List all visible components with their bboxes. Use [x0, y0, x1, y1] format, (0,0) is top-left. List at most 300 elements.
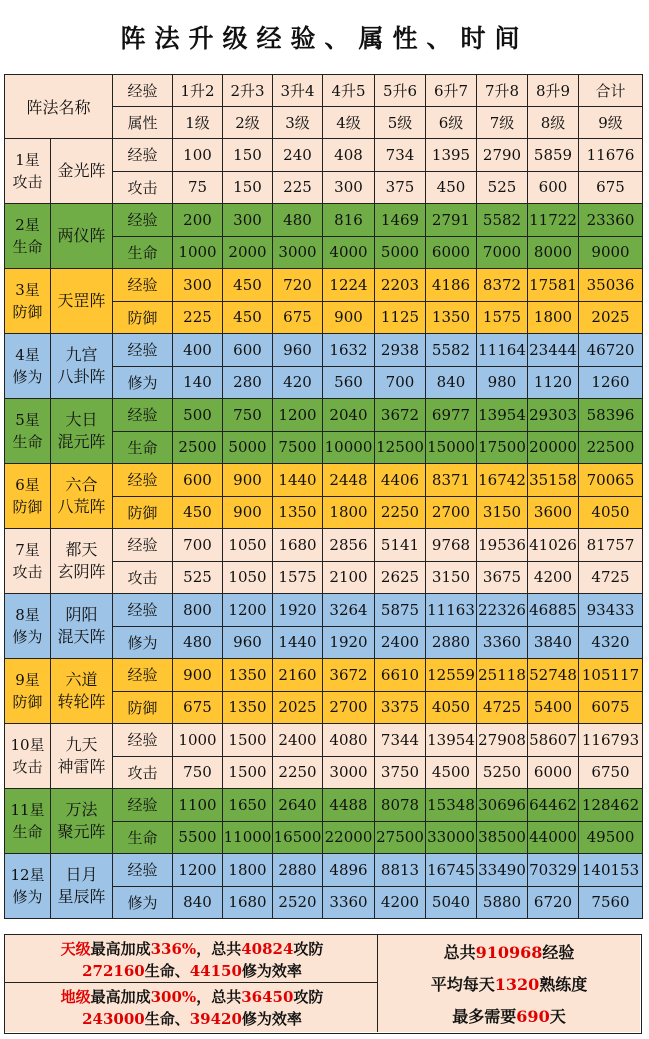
attr-cell: 675: [273, 301, 323, 334]
attr-cell: 1575: [273, 561, 323, 594]
cult-value: 39420: [189, 1010, 242, 1028]
atk-value: 40824: [241, 940, 294, 958]
formation-name-line: 六道: [65, 670, 98, 689]
exp-cell: 1395: [426, 139, 477, 172]
row-label-exp: 经验: [113, 594, 173, 627]
attr-cell: 700: [375, 366, 426, 399]
formation-name: [51, 204, 112, 268]
star-level: 11星: [10, 801, 45, 819]
formation-name: [51, 724, 112, 788]
formation-name-line: 神雷阵: [57, 757, 106, 776]
exp-cell: 7344: [375, 724, 426, 757]
header-attr-col: 6级: [426, 107, 477, 139]
attr-cell: 2500: [173, 431, 223, 464]
row-label-attr: 生命: [113, 821, 173, 854]
star-type: [5, 659, 51, 723]
attr-cell: 300: [323, 171, 375, 204]
formation-row-exp: [5, 334, 643, 367]
exp-cell: 16745: [426, 854, 477, 887]
exp-cell: 720: [273, 269, 323, 302]
exp-cell: 5582: [477, 204, 528, 237]
bonus-value: 300%: [150, 988, 197, 1006]
exp-total-cell: 35036: [579, 269, 643, 302]
attr-cell: 840: [173, 886, 223, 919]
exp-cell: 4896: [323, 854, 375, 887]
formation-row-exp: [5, 269, 643, 302]
header-attr-col: 3级: [273, 107, 323, 139]
star-type: [5, 789, 51, 853]
total-exp-line: [378, 937, 640, 969]
formation-type: 防御: [12, 693, 43, 711]
text: 总共: [443, 943, 476, 962]
exp-total-cell: 81757: [579, 529, 643, 562]
attr-cell: 3150: [426, 561, 477, 594]
row-label-exp: 经验: [113, 529, 173, 562]
row-label-attr: 攻击: [113, 561, 173, 594]
attr-cell: 6000: [528, 756, 579, 789]
row-label-attr: 修为: [113, 366, 173, 399]
attr-cell: 840: [426, 366, 477, 399]
formation-name-cell: [5, 854, 113, 919]
formation-name-cell: [5, 334, 113, 399]
exp-cell: 1800: [223, 854, 273, 887]
exp-total-cell: 128462: [579, 789, 643, 822]
atk-value: 36450: [241, 988, 294, 1006]
attr-cell: 8000: [528, 236, 579, 269]
formation-name: [51, 139, 112, 203]
text: 生命、: [144, 962, 190, 980]
attr-cell: 1440: [273, 626, 323, 659]
exp-cell: 2400: [273, 724, 323, 757]
header-exp-col: 合计: [579, 75, 643, 107]
exp-cell: 600: [223, 334, 273, 367]
exp-cell: 1680: [273, 529, 323, 562]
attr-cell: 5400: [528, 691, 579, 724]
attr-cell: 4725: [579, 561, 643, 594]
attr-cell: 5000: [375, 236, 426, 269]
attr-cell: 900: [223, 496, 273, 529]
attr-cell: 450: [223, 301, 273, 334]
total-summary-panel: [378, 935, 640, 1032]
exp-cell: 13954: [426, 724, 477, 757]
exp-cell: 70329: [528, 854, 579, 887]
star-level: 5星: [15, 411, 40, 429]
exp-cell: 500: [173, 399, 223, 432]
attr-cell: 22500: [579, 431, 643, 464]
exp-cell: 1000: [173, 724, 223, 757]
header-attr-col: 1级: [173, 107, 223, 139]
formation-row-exp: [5, 464, 643, 497]
exp-cell: 2880: [273, 854, 323, 887]
formation-name: [51, 529, 112, 593]
header-exp-label: 经验: [113, 75, 173, 107]
days-line: [378, 1001, 640, 1033]
formation-name-line: 阴阳: [65, 605, 98, 624]
exp-cell: 240: [273, 139, 323, 172]
exp-cell: 5859: [528, 139, 579, 172]
formation-row-exp: [5, 789, 643, 822]
exp-cell: 23444: [528, 334, 579, 367]
exp-cell: 2791: [426, 204, 477, 237]
exp-cell: 11722: [528, 204, 579, 237]
exp-cell: 450: [223, 269, 273, 302]
exp-cell: 816: [323, 204, 375, 237]
attr-cell: 5500: [173, 821, 223, 854]
hp-value: 243000: [82, 1010, 145, 1028]
exp-cell: 8371: [426, 464, 477, 497]
exp-cell: 600: [173, 464, 223, 497]
formation-name: [51, 594, 112, 658]
exp-total-cell: 58396: [579, 399, 643, 432]
attr-cell: 4000: [323, 236, 375, 269]
formation-table: [4, 74, 643, 919]
exp-cell: 13954: [477, 399, 528, 432]
row-label-exp: 经验: [113, 789, 173, 822]
row-label-attr: 防御: [113, 301, 173, 334]
row-label-attr: 攻击: [113, 171, 173, 204]
attr-cell: 2400: [375, 626, 426, 659]
exp-cell: 5141: [375, 529, 426, 562]
text: 天: [549, 1007, 566, 1026]
attr-cell: 1125: [375, 301, 426, 334]
attr-cell: 27500: [375, 821, 426, 854]
formation-row-exp: [5, 529, 643, 562]
star-type: [5, 269, 51, 333]
formation-name: [51, 659, 112, 723]
row-label-attr: 攻击: [113, 756, 173, 789]
di-grade-block: [5, 983, 377, 1031]
attr-cell: 4050: [426, 691, 477, 724]
formation-row-exp: [5, 139, 643, 172]
star-level: 10星: [10, 736, 45, 754]
exp-cell: 15348: [426, 789, 477, 822]
formation-type: 生命: [12, 238, 43, 256]
row-label-attr: 修为: [113, 886, 173, 919]
exp-cell: 960: [273, 334, 323, 367]
attr-cell: 9000: [579, 236, 643, 269]
attr-cell: 560: [323, 366, 375, 399]
star-level: 3星: [15, 281, 40, 299]
exp-cell: 58607: [528, 724, 579, 757]
exp-total-cell: 93433: [579, 594, 643, 627]
formation-type: 防御: [12, 498, 43, 516]
row-label-exp: 经验: [113, 139, 173, 172]
attr-cell: 450: [173, 496, 223, 529]
exp-cell: 300: [173, 269, 223, 302]
header-attr-col: 9级: [579, 107, 643, 139]
row-label-attr: 防御: [113, 691, 173, 724]
attr-cell: 44000: [528, 821, 579, 854]
exp-cell: 19536: [477, 529, 528, 562]
exp-cell: 4186: [426, 269, 477, 302]
attr-cell: 1350: [273, 496, 323, 529]
attr-cell: 1800: [323, 496, 375, 529]
star-level: 12星: [10, 866, 45, 884]
exp-total-cell: 116793: [579, 724, 643, 757]
attr-cell: 1920: [323, 626, 375, 659]
exp-total-cell: 11676: [579, 139, 643, 172]
attr-cell: 525: [477, 171, 528, 204]
star-type: [5, 204, 51, 268]
text: 攻防: [293, 940, 324, 958]
exp-cell: 1632: [323, 334, 375, 367]
header-attr-col: 2级: [223, 107, 273, 139]
attr-cell: 1050: [223, 561, 273, 594]
formation-name: [51, 269, 112, 333]
attr-cell: 3000: [323, 756, 375, 789]
formation-name-line: 混天阵: [57, 627, 106, 646]
formation-type: 修为: [12, 888, 43, 906]
formation-name-line: 两仪阵: [57, 226, 106, 245]
formation-name-cell: [5, 659, 113, 724]
star-level: 9星: [15, 671, 40, 689]
formation-name-line: 聚元阵: [57, 822, 106, 841]
text: 最多需要: [452, 1007, 517, 1026]
exp-cell: 300: [223, 204, 273, 237]
attr-cell: 420: [273, 366, 323, 399]
star-level: 4星: [15, 346, 40, 364]
attr-cell: 4725: [477, 691, 528, 724]
exp-cell: 3672: [323, 659, 375, 692]
attr-cell: 280: [223, 366, 273, 399]
formation-name-line: 混元阵: [57, 432, 106, 451]
total-exp-value: 910968: [475, 943, 543, 962]
exp-cell: 900: [223, 464, 273, 497]
attr-cell: 2700: [426, 496, 477, 529]
exp-cell: 2448: [323, 464, 375, 497]
exp-cell: 33490: [477, 854, 528, 887]
row-label-exp: 经验: [113, 464, 173, 497]
attr-cell: 22000: [323, 821, 375, 854]
attr-cell: 7560: [579, 886, 643, 919]
attr-cell: 4200: [528, 561, 579, 594]
exp-cell: 480: [273, 204, 323, 237]
attr-cell: 2025: [273, 691, 323, 724]
exp-cell: 2160: [273, 659, 323, 692]
attr-cell: 2700: [323, 691, 375, 724]
attr-cell: 675: [173, 691, 223, 724]
exp-cell: 1920: [273, 594, 323, 627]
exp-cell: 8372: [477, 269, 528, 302]
cult-value: 44150: [189, 962, 242, 980]
exp-cell: 5875: [375, 594, 426, 627]
attr-cell: 4500: [426, 756, 477, 789]
header-exp-col: 3升4: [273, 75, 323, 107]
exp-cell: 1200: [173, 854, 223, 887]
exp-cell: 734: [375, 139, 426, 172]
star-type: [5, 854, 51, 918]
tian-grade-block: [5, 935, 377, 983]
hp-value: 272160: [82, 962, 145, 980]
star-level: 6星: [15, 476, 40, 494]
attr-cell: 4320: [579, 626, 643, 659]
attr-cell: 1575: [477, 301, 528, 334]
text: 最高加成: [90, 988, 151, 1006]
formation-name-cell: [5, 789, 113, 854]
attr-cell: 20000: [528, 431, 579, 464]
header-exp-col: 5升6: [375, 75, 426, 107]
exp-cell: 1440: [273, 464, 323, 497]
attr-cell: 600: [528, 171, 579, 204]
exp-cell: 27908: [477, 724, 528, 757]
header-attr-col: 8级: [528, 107, 579, 139]
exp-cell: 1100: [173, 789, 223, 822]
exp-cell: 4406: [375, 464, 426, 497]
exp-cell: 2040: [323, 399, 375, 432]
exp-cell: 6977: [426, 399, 477, 432]
exp-cell: 408: [323, 139, 375, 172]
header-exp-col: 1升2: [173, 75, 223, 107]
exp-total-cell: 46720: [579, 334, 643, 367]
attr-cell: 5000: [223, 431, 273, 464]
attr-cell: 1680: [223, 886, 273, 919]
attr-cell: 4200: [375, 886, 426, 919]
formation-name: [51, 789, 112, 853]
row-label-exp: 经验: [113, 334, 173, 367]
exp-cell: 800: [173, 594, 223, 627]
attr-cell: 2000: [223, 236, 273, 269]
text: 平均每天: [430, 975, 495, 994]
exp-cell: 29303: [528, 399, 579, 432]
attr-cell: 140: [173, 366, 223, 399]
star-type: [5, 594, 51, 658]
attr-cell: 1500: [223, 756, 273, 789]
exp-cell: 2640: [273, 789, 323, 822]
exp-cell: 17581: [528, 269, 579, 302]
attr-cell: 2250: [375, 496, 426, 529]
exp-cell: 1650: [223, 789, 273, 822]
page-title: 阵法升级经验、属性、时间: [120, 24, 529, 53]
formation-name-line: 大日: [65, 410, 98, 429]
formation-name-line: 八荒阵: [57, 497, 106, 516]
exp-cell: 22326: [477, 594, 528, 627]
attr-cell: 3000: [273, 236, 323, 269]
daily-value: 1320: [494, 975, 540, 994]
text: 修为效率: [241, 962, 302, 980]
attr-cell: 2100: [323, 561, 375, 594]
attr-cell: 450: [426, 171, 477, 204]
formation-name-cell: [5, 724, 113, 789]
formation-name-line: 万法: [65, 800, 98, 819]
exp-cell: 4488: [323, 789, 375, 822]
exp-cell: 1200: [273, 399, 323, 432]
exp-cell: 35158: [528, 464, 579, 497]
formation-type: 攻击: [12, 173, 43, 191]
exp-cell: 3672: [375, 399, 426, 432]
exp-cell: 700: [173, 529, 223, 562]
star-level: 2星: [15, 216, 40, 234]
exp-cell: 1200: [223, 594, 273, 627]
attr-cell: 16500: [273, 821, 323, 854]
text: ，总共: [196, 988, 242, 1006]
exp-cell: 8813: [375, 854, 426, 887]
formation-type: 生命: [12, 433, 43, 451]
exp-cell: 12559: [426, 659, 477, 692]
exp-cell: 900: [173, 659, 223, 692]
star-type: [5, 724, 51, 788]
formation-row-exp: [5, 724, 643, 757]
attr-cell: 3360: [323, 886, 375, 919]
row-label-exp: 经验: [113, 399, 173, 432]
exp-total-cell: 70065: [579, 464, 643, 497]
row-label-attr: 生命: [113, 431, 173, 464]
summary-footer: [4, 934, 642, 1034]
exp-cell: 2203: [375, 269, 426, 302]
formation-name-cell: [5, 204, 113, 269]
attr-cell: 33000: [426, 821, 477, 854]
formation-row-exp: [5, 594, 643, 627]
attr-cell: 2025: [579, 301, 643, 334]
header-row-exp: [5, 75, 643, 107]
exp-cell: 1500: [223, 724, 273, 757]
attr-cell: 1350: [223, 691, 273, 724]
attr-cell: 375: [375, 171, 426, 204]
exp-cell: 150: [223, 139, 273, 172]
attr-cell: 6000: [426, 236, 477, 269]
formation-name: [51, 854, 112, 918]
attr-cell: 3360: [477, 626, 528, 659]
grade-name: 天级: [60, 940, 91, 958]
exp-cell: 41026: [528, 529, 579, 562]
attr-cell: 5880: [477, 886, 528, 919]
row-label-exp: 经验: [113, 659, 173, 692]
attr-cell: 5250: [477, 756, 528, 789]
exp-cell: 11163: [426, 594, 477, 627]
attr-cell: 6075: [579, 691, 643, 724]
exp-cell: 100: [173, 139, 223, 172]
formation-name-cell: [5, 269, 113, 334]
exp-cell: 46885: [528, 594, 579, 627]
attr-cell: 3150: [477, 496, 528, 529]
formation-name-line: 玄阴阵: [57, 562, 106, 581]
formation-name-line: 天罡阵: [57, 291, 106, 310]
exp-cell: 1224: [323, 269, 375, 302]
attr-cell: 3375: [375, 691, 426, 724]
attr-cell: 11000: [223, 821, 273, 854]
exp-cell: 750: [223, 399, 273, 432]
header-attr-label: 属性: [113, 107, 173, 139]
header-exp-col: 8升9: [528, 75, 579, 107]
formation-type: 攻击: [12, 563, 43, 581]
exp-cell: 4080: [323, 724, 375, 757]
daily-line: [378, 969, 640, 1001]
exp-cell: 1350: [223, 659, 273, 692]
attr-cell: 3675: [477, 561, 528, 594]
exp-cell: 30696: [477, 789, 528, 822]
attr-cell: 3600: [528, 496, 579, 529]
formation-name: [51, 399, 112, 463]
attr-cell: 225: [273, 171, 323, 204]
formation-row-exp: [5, 659, 643, 692]
text: 攻防: [293, 988, 324, 1006]
text: 熟练度: [539, 975, 588, 994]
grade-name: 地级: [60, 988, 91, 1006]
formation-name-line: 星辰阵: [57, 887, 106, 906]
row-label-attr: 生命: [113, 236, 173, 269]
star-type: [5, 464, 51, 528]
attr-cell: 10000: [323, 431, 375, 464]
attr-cell: 2625: [375, 561, 426, 594]
star-level: 1星: [15, 151, 40, 169]
exp-total-cell: 23360: [579, 204, 643, 237]
star-type: [5, 139, 51, 203]
exp-cell: 6610: [375, 659, 426, 692]
days-value: 690: [516, 1007, 550, 1026]
exp-cell: 64462: [528, 789, 579, 822]
formation-type: 生命: [12, 823, 43, 841]
attr-cell: 2520: [273, 886, 323, 919]
formation-name-cell: [5, 464, 113, 529]
